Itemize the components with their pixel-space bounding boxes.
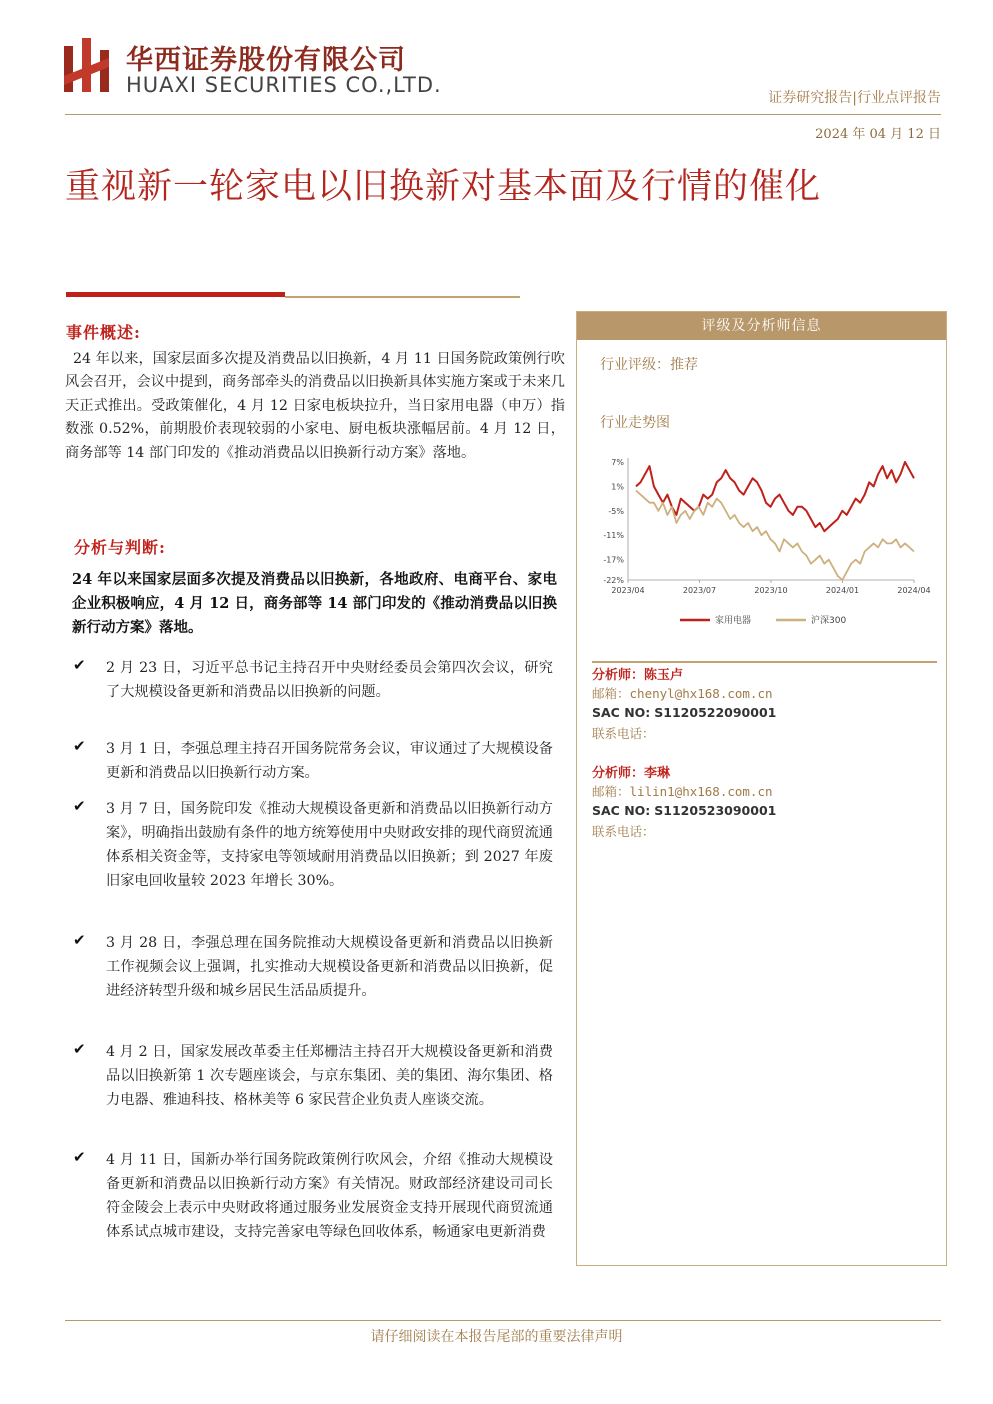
sac-label: SAC NO: (592, 705, 651, 720)
analyst-2-name: 分析师：李琳 (592, 766, 671, 781)
sac-number: S1120523090001 (654, 803, 777, 818)
legend-label: 家用电器 (715, 616, 752, 626)
x-tick-label: 2023/07 (682, 586, 717, 595)
report-type: 证券研究报告|行业点评报告 (768, 90, 941, 106)
check-icon: ✔ (73, 797, 86, 815)
title-underline-red (66, 292, 285, 297)
check-icon: ✔ (73, 737, 86, 755)
footer-divider (65, 1320, 941, 1321)
analyst-2-phone: 联系电话： (592, 824, 655, 839)
report-date: 2024 年 04 月 12 日 (815, 127, 941, 142)
company-name-en: HUAXI SECURITIES CO.,LTD. (126, 73, 442, 97)
industry-rating (600, 354, 698, 374)
check-icon: ✔ (73, 931, 86, 949)
event-heading: 事件概述: (66, 323, 141, 342)
check-icon: ✔ (73, 1040, 86, 1058)
x-tick-label: 2024/01 (825, 586, 860, 595)
trend-chart-label: 行业走势图 (600, 415, 670, 431)
sac-number: S1120522090001 (654, 705, 777, 720)
check-icon: ✔ (73, 1148, 86, 1166)
huaxi-logo (62, 36, 114, 96)
analysis-lead: 24 年以来国家层面多次提及消费品以旧换新，各地政府、电商平台、家电企业积极响应，4 月 12 日，商务部等 14 部门印发的《推动消费品以旧换新行动方案》落地。 (72, 571, 557, 636)
list-item-text: 2 月 23 日，习近平总书记主持召开中央财经委员会第四次会议，研究了大规模设备更新和消费品以旧换新的问题。 (106, 660, 553, 700)
analysis-heading: 分析与判断: (74, 538, 166, 557)
y-tick-label: -5% (608, 506, 624, 516)
x-tick-label: 2023/10 (754, 586, 788, 595)
header-divider (65, 114, 941, 115)
analyst-2-sac (592, 803, 776, 818)
report-title: 重视新一轮家电以旧换新对基本面及行情的催化 (65, 167, 822, 207)
sidebar-header: 评级及分析师信息 (577, 312, 946, 340)
rating-value: 推荐 (670, 357, 698, 373)
y-tick-label: -17% (603, 555, 624, 565)
email-link[interactable]: chenyl@hx168.com.cn (629, 686, 773, 701)
analyst-divider (592, 661, 937, 663)
check-icon: ✔ (73, 656, 86, 674)
analyst-1-email (592, 684, 773, 702)
x-tick-label: 2023/04 (611, 586, 645, 595)
rating-label: 行业评级： (600, 357, 670, 373)
analyst-1-phone: 联系电话： (592, 726, 655, 741)
title-underline-tan (285, 296, 520, 298)
list-item-text: 3 月 1 日，李强总理主持召开国务院常务会议，审议通过了大规模设备更新和消费品以旧换新行动方案。 (106, 741, 553, 781)
list-item-text: 4 月 2 日，国家发展改革委主任郑栅洁主持召开大规模设备更新和消费品以旧换新第 1 次专题座谈会，与京东集团、美的集团、海尔集团、格力电器、雅迪科技、格林美等 6 家民营企业负责人座谈交流。 (106, 1044, 553, 1108)
sac-label: SAC NO: (592, 803, 651, 818)
y-tick-label: 7% (611, 458, 624, 467)
company-name-cn: 华西证券股份有限公司 (126, 45, 406, 76)
list-item-text: 3 月 7 日，国务院印发《推动大规模设备更新和消费品以旧换新行动方案》，明确指出鼓励有条件的地方统筹使用中央财政安排的现代商贸流通体系相关资金等，支持家电等领域耐用消费品以旧换新；到 2027 年废旧家电回收量较 2023 年增长 30%。 (106, 801, 553, 889)
y-tick-label: -22% (603, 576, 624, 585)
email-label: 邮箱： (592, 686, 630, 701)
analyst-1-sac (592, 705, 776, 720)
list-item-text: 4 月 11 日，国新办举行国务院政策例行吹风会，介绍《推动大规模设备更新和消费品以旧换新行动方案》有关情况。财政部经济建设司司长符金陵会上表示中央财政将通过服务业发展资金支持开展现代商贸流通体系试点城市建设，支持完善家电等绿色回收体系，畅通家电更新消费 (106, 1152, 553, 1240)
analyst-1-name: 分析师：陈玉卢 (592, 668, 684, 683)
event-text: 24 年以来，国家层面多次提及消费品以旧换新，4 月 11 日国务院政策例行吹风会召开，会议中提到，商务部牵头的消费品以旧换新具体实施方案或于未来几天正式推出。受政策催化，4 月 12 日家电板块拉升，当日家用电器（申万）指数涨 0.52%，前期股价表现较弱的小家电、厨电板块涨幅居前。4 月 12 日，商务部等 14 部门印发的《推动消费品以旧换新行动方案》落地。 (65, 351, 565, 461)
y-tick-label: 1% (611, 482, 624, 492)
series-line-2 (636, 491, 914, 581)
analyst-2-email (592, 782, 773, 800)
email-link[interactable]: lilin1@hx168.com.cn (629, 784, 773, 799)
email-label: 邮箱： (592, 784, 630, 799)
y-tick-label: -11% (603, 531, 624, 541)
list-item-text: 3 月 28 日，李强总理在国务院推动大规模设备更新和消费品以旧换新工作视频会议上强调，扎实推动大规模设备更新和消费品以旧换新，促进经济转型升级和城乡居民生活品质提升。 (106, 935, 553, 999)
industry-trend-chart (580, 448, 945, 633)
legal-notice: 请仔细阅读在本报告尾部的重要法律声明 (370, 1329, 623, 1345)
legend-label: 沪深300 (811, 616, 847, 626)
x-tick-label: 2024/04 (897, 586, 931, 595)
